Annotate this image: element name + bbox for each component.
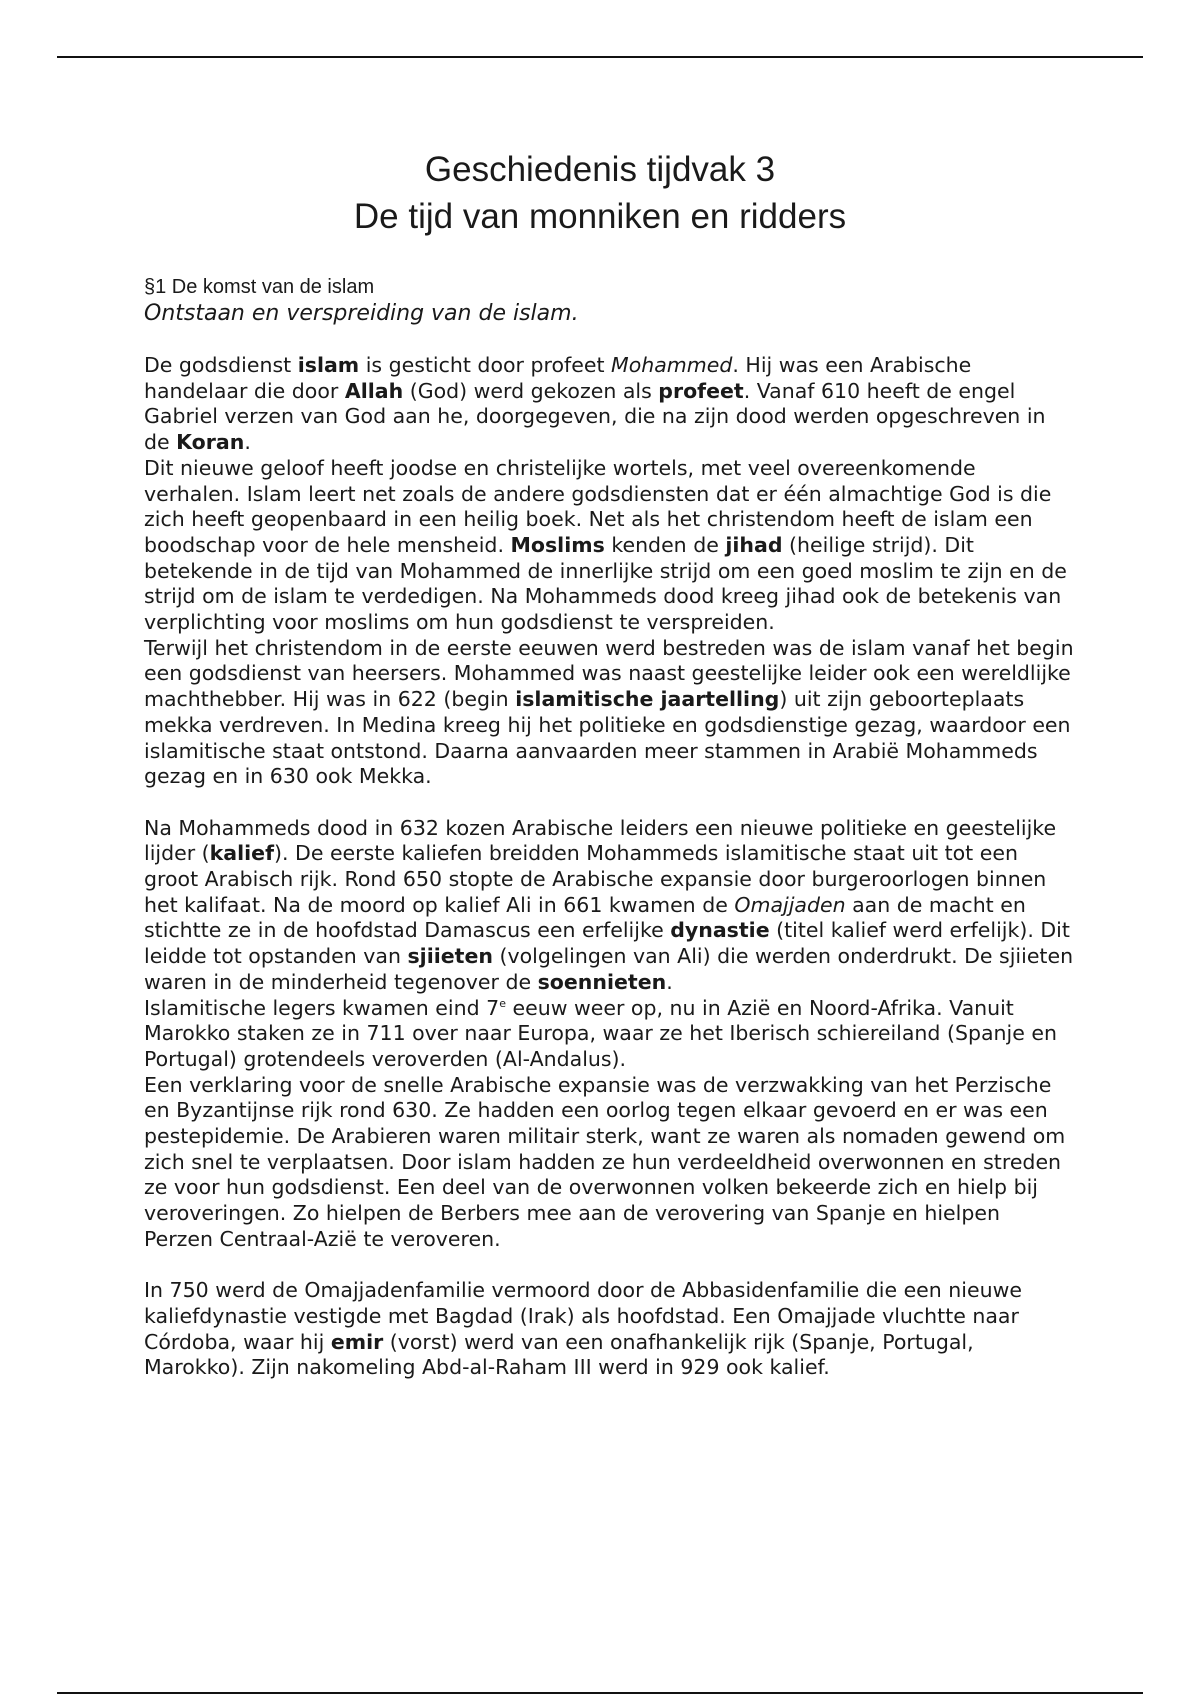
page-title [0,146,1200,240]
term-soennieten: soennieten [537,969,667,994]
section-subtitle: Ontstaan en verspreiding van de islam. [144,301,579,326]
term-emir: emir [330,1329,384,1354]
paragraph-gap [144,1253,1074,1279]
paragraph-armies: Islamitische legers kwamen eind 7e eeuw weer op, nu in Azië en Noord-Afrika. Vanuit Marokko staken ze in 711 over naar Europa, waar ze het Iberisch schiereiland (Spanje en Portugal) grotendeels veroverden (Al-Andalus). [144,995,1057,1071]
top-divider [57,56,1143,58]
term-islamitische-jaartelling: islamitische jaartelling [515,687,780,712]
term-kalief: kalief [209,841,274,866]
term-islam: islam [297,353,360,377]
paragraph-origin: De godsdienst islam is gesticht door profeet Mohammed. Hij was een Arabische handelaar die door Allah (God) werd gekozen als profeet. Vanaf 610 heeft de engel Gabriel verzen van God aan he, doorgegeven, die na zijn dood werden opgeschreven in de Koran. [144,353,1046,455]
section-heading: §1 De komst van de islam [144,276,375,298]
paragraph-belief: Dit nieuwe geloof heeft joodse en christelijke wortels, met veel overeenkomende verhalen. Islam leert net zoals de andere godsdiensten dat er één almachtige God is die zich heeft geopenbaard in een heilig boek. Net als het christendom heeft de islam een boodschap voor de hele mensheid. Moslims kenden de jihad (heilige strijd). Dit betekende in de tijd van Mohammed de innerlijke strijd om een goed moslim te zijn en de strijd om de islam te verdedigen. Na Mohammeds dood kreeg jihad ook de betekenis van verplichting voor moslims om hun godsdienst te verspreiden. [144,455,1067,635]
document-body [144,274,1074,1381]
paragraph-abbasids: In 750 werd de Omajjadenfamilie vermoord door de Abbasidenfamilie die een nieuwe kaliefdynastie vestigde met Bagdad (Irak) als hoofdstad. Een Omajjade vluchtte naar Córdoba, waar hij emir (vorst) werd van een onafhankelijk rijk (Spanje, Portugal, Marokko). Zijn nakomeling Abd-al-Raham III werd in 929 ook kalief. [144,1278,1022,1380]
name-mohammed: Mohammed [611,353,733,377]
paragraph-expansion: Een verklaring voor de snelle Arabische expansie was de verzwakking van het Perzische en Byzantijnse rijk rond 630. Ze hadden een oorlog tegen elkaar gevoerd en er was een pestepidemie. De Arabieren waren militair sterk, want ze waren als nomaden gewend om zich snel te verplaatsen. Door islam hadden ze hun verdeeldheid overwonnen en streden ze voor hun godsdienst. Een deel van de overwonnen volken bekeerde zich en hielp bij veroveringen. Zo hielpen de Berbers mee aan de verovering van Spanje en hielpen Perzen Centraal-Azië te veroveren. [144,1072,1066,1251]
term-moslims: Moslims [510,532,605,557]
paragraph-rulers: Terwijl het christendom in de eerste eeuwen werd bestreden was de islam vanaf het begin een godsdienst van heersers. Mohammed was naast geestelijke leider ook een wereldlijke machthebber. Hij was in 622 (begin islamitische jaartelling) uit zijn geboorteplaats mekka verdreven. In Medina kreeg hij het politieke en godsdienstige gezag, waardoor een islamitische staat ontstond. Daarna aanvaarden meer stammen in Arabië Mohammeds gezag en in 630 ook Mekka. [144,635,1074,789]
term-allah: Allah [344,378,404,403]
term-koran: Koran [176,430,245,455]
superscript-e: e [499,996,506,1010]
bottom-divider [57,1692,1143,1694]
title-line-2: De tijd van monniken en ridders [353,197,847,236]
term-dynastie: dynastie [670,918,770,943]
term-jihad: jihad [725,532,783,557]
name-omajjaden: Omajjaden [734,892,846,917]
paragraph-caliphs: Na Mohammeds dood in 632 kozen Arabische leiders een nieuwe politieke en geestelijke lijder (kalief). De eerste kaliefen breidden Mohammeds islamitische staat uit tot een groot Arabisch rijk. Rond 650 stopte de Arabische expansie door burgeroorlogen binnen het kalifaat. Na de moord op kalief Ali in 661 kwamen de Omajjaden aan de macht en stichtte ze in de hoofdstad Damascus een erfelijke dynastie (titel kalief werd erfelijk). Dit leidde tot opstanden van sjiieten (volgelingen van Ali) die werden onderdrukt. De sjiieten waren in de minderheid tegenover de soennieten. [144,815,1074,994]
term-profeet: profeet [658,378,744,403]
title-line-1: Geschiedenis tijdvak 3 [424,150,776,189]
term-sjiieten: sjiieten [407,944,493,969]
paragraph-gap [144,790,1074,816]
